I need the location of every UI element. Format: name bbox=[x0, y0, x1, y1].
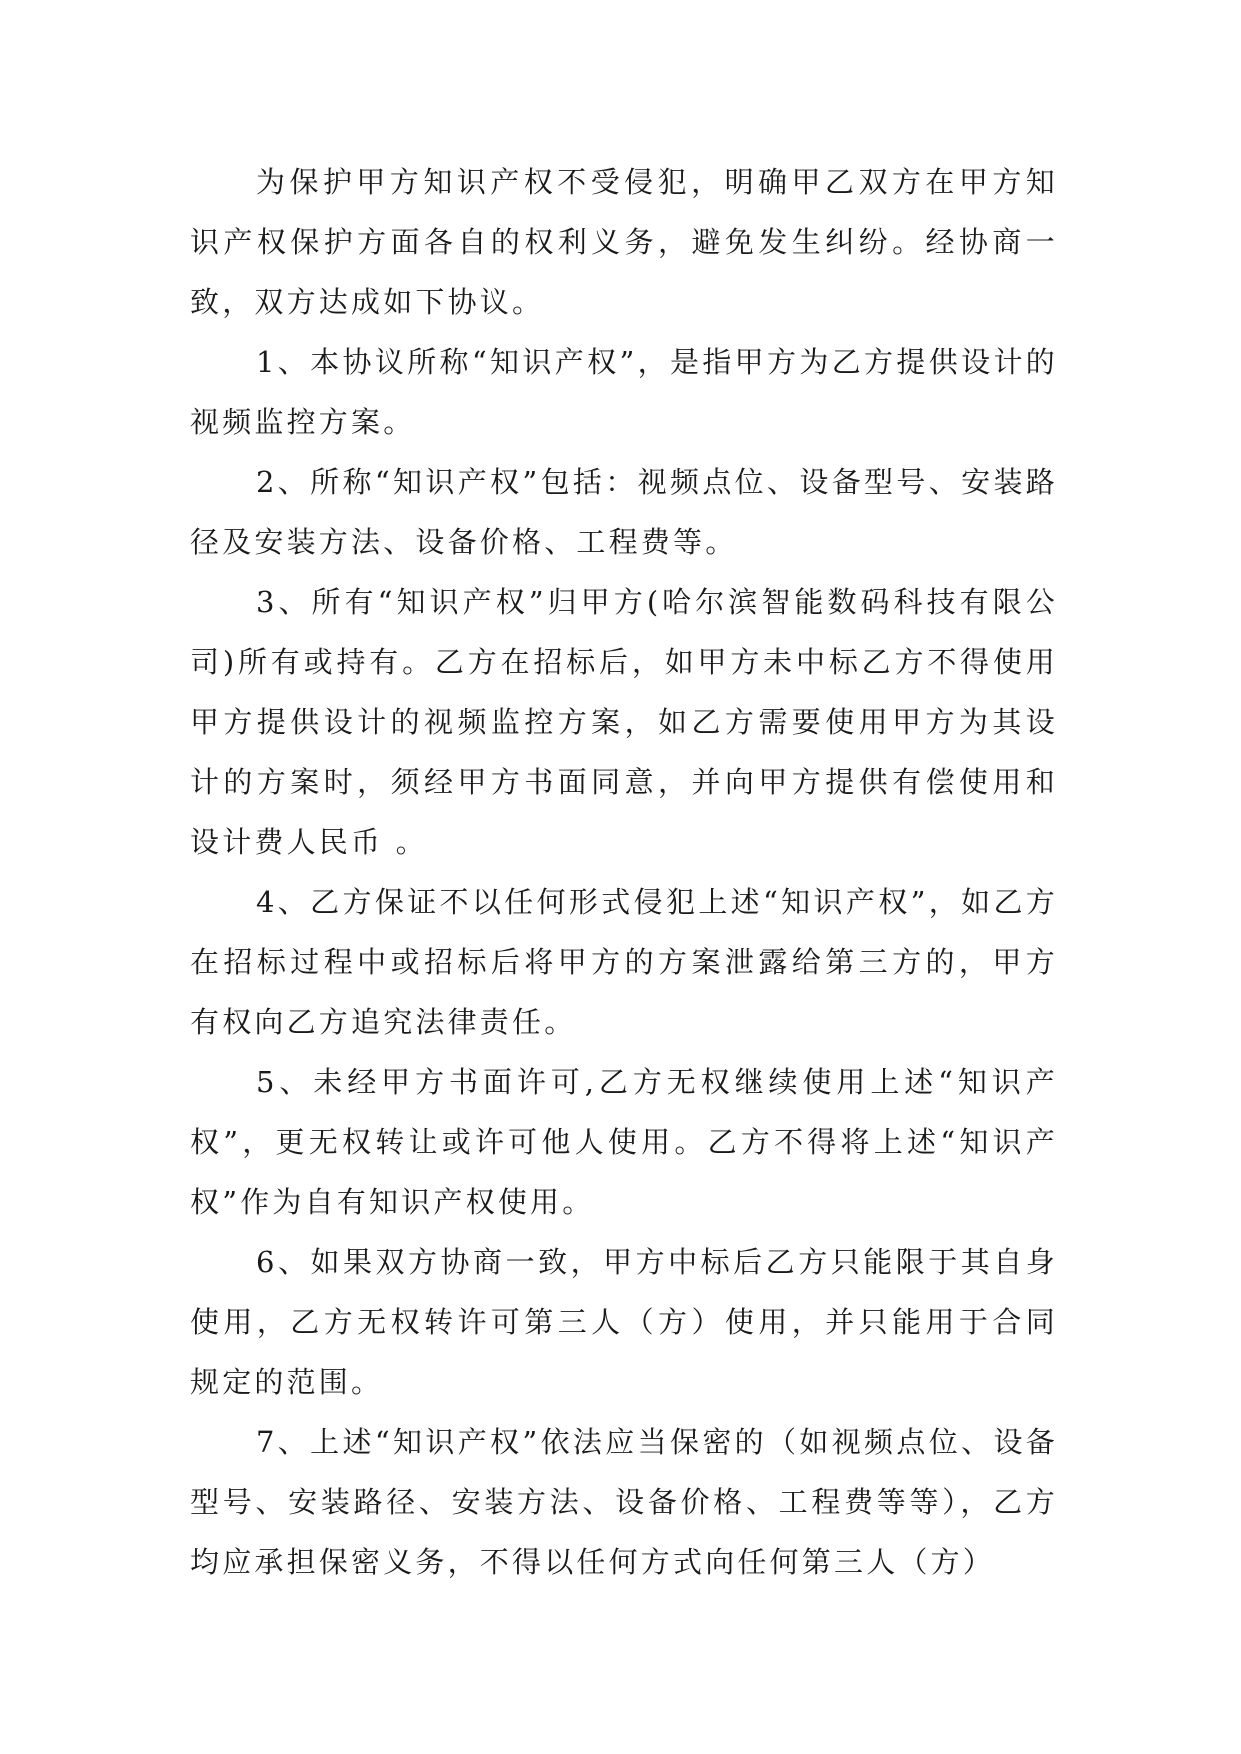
clause-4-paragraph: 4、乙方保证不以任何形式侵犯上述“知识产权”，如乙方在招标过程中或招标后将甲方的方案泄露给第三方的，甲方有权向乙方追究法律责任。 bbox=[190, 885, 1058, 1039]
clause-7-paragraph: 7、上述“知识产权”依法应当保密的（如视频点位、设备型号、安装路径、安装方法、设备价格、工程费等等），乙方均应承担保密义务，不得以任何方式向任何第三人（方） bbox=[190, 1425, 1058, 1579]
clause-1-paragraph: 1、本协议所称“知识产权”，是指甲方为乙方提供设计的视频监控方案。 bbox=[190, 345, 1058, 439]
clause-5-paragraph: 5、未经甲方书面许可,乙方无权继续使用上述“知识产权”，更无权转让或许可他人使用。乙方不得将上述“知识产权”作为自有知识产权使用。 bbox=[190, 1065, 1058, 1219]
document-body bbox=[190, 152, 1058, 1592]
clause-2-paragraph: 2、所称“知识产权”包括：视频点位、设备型号、安装路径及安装方法、设备价格、工程费等。 bbox=[190, 465, 1058, 559]
preamble-paragraph: 为保护甲方知识产权不受侵犯，明确甲乙双方在甲方知识产权保护方面各自的权利义务，避免发生纠纷。经协商一致，双方达成如下协议。 bbox=[190, 165, 1058, 319]
clause-6-paragraph: 6、如果双方协商一致，甲方中标后乙方只能限于其自身使用，乙方无权转许可第三人（方）使用，并只能用于合同规定的范围。 bbox=[190, 1245, 1058, 1399]
clause-3-paragraph: 3、所有“知识产权”归甲方(哈尔滨智能数码科技有限公司)所有或持有。乙方在招标后，如甲方未中标乙方不得使用甲方提供设计的视频监控方案，如乙方需要使用甲方为其设计的方案时，须经甲方书面同意，并向甲方提供有偿使用和设计费人民币 。 bbox=[190, 585, 1058, 859]
